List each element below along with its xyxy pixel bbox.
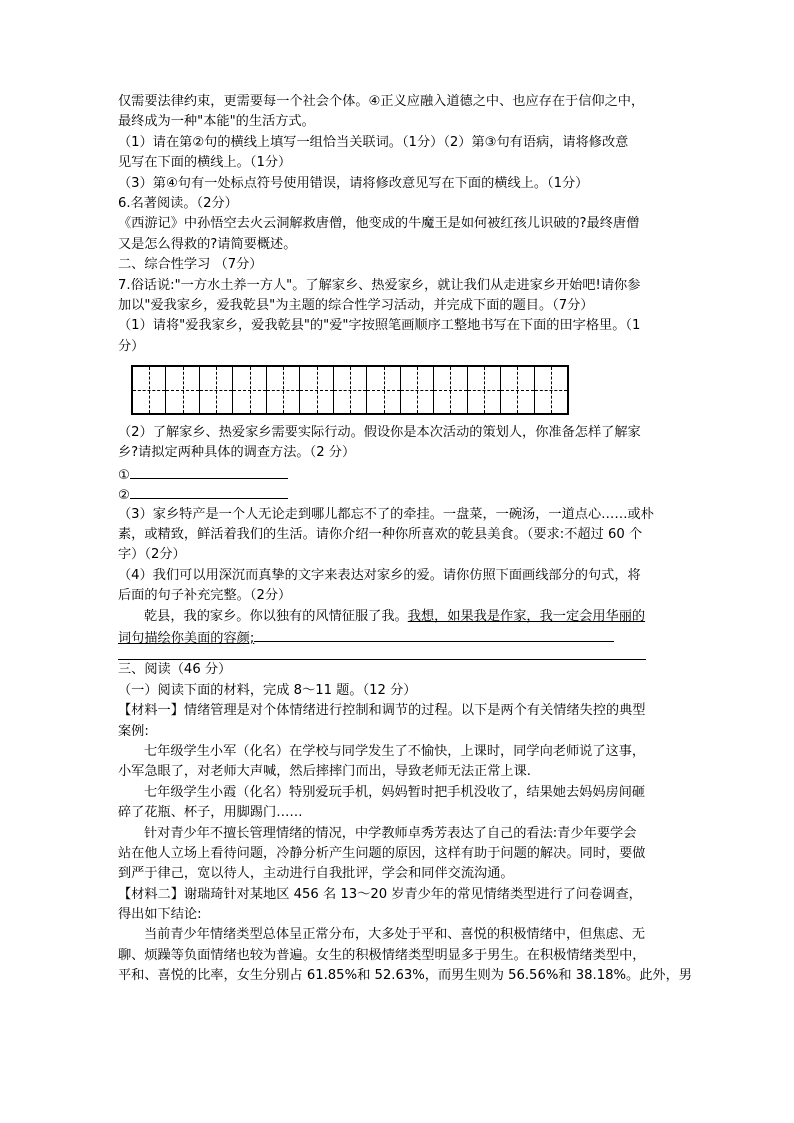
grid-cell[interactable] (300, 367, 333, 413)
grid-cell[interactable] (434, 367, 467, 413)
grid-cell[interactable] (133, 367, 166, 413)
sample-sentence (118, 607, 678, 627)
text-line: 碎了花瓶、杯子，用脚踢门…… (118, 805, 303, 821)
question-7-2: （2）了解家乡、热爱家乡需要实际行动。假设你是本次活动的策划人，你准备怎样了解家 (118, 425, 641, 441)
grid-cell[interactable] (367, 367, 400, 413)
answer-blank[interactable] (130, 484, 288, 499)
question-7-3: （3）家乡特产是一个人无论走到哪儿都忘不了的牵挂。一盘菜，一碗汤，一道点心……或朴 (118, 506, 654, 522)
grid-cell[interactable] (501, 367, 534, 413)
text-line: 案例: (118, 723, 149, 739)
grid-cell[interactable] (468, 367, 501, 413)
question-7-4: （4）我们可以用深沉而真挚的文字来表达对家乡的爱。请你仿照下面画线部分的句式，将 (118, 567, 641, 583)
answer-line-1[interactable] (118, 464, 678, 484)
text-line: 素，或精致，鲜活着我们的生活。请你介绍一种你所喜欢的乾县美食。（要求:不超过 60 个 (118, 527, 643, 543)
text-line: 到严于律己，宽以待人，主动进行自我批评，学会和同伴交流沟通。 (118, 866, 514, 882)
question-7-1: （1）请将"爱我家乡，爱我乾县"的"爱"字按照笔画顺序工整地书写在下面的田字格里。（1 (118, 318, 641, 334)
sample-sentence-underlined: 我想，如果我是作家，我一定会用华丽的 (407, 608, 646, 624)
text-line: 小军急眼了，对老师大声喊，然后摔摔门而出，导致老师无法正常上课. (118, 764, 532, 780)
text-line: 聊、烦躁等负面情绪也较为普遍。女生的积极情绪类型明显多于男生。在积极情绪类型中， (118, 947, 646, 963)
text-line: 加以"爱我家乡，爱我乾县"为主题的综合性学习活动，并完成下面的题目。（7分） (118, 297, 594, 313)
case-1: 七年级学生小军（化名）在学校与同学发生了不愉快，上课时，同学向老师说了这事， (144, 743, 646, 759)
text-line: 平和、喜悦的比率，女生分别占 61.85%和 52.63%，而男生则为 56.56%和 38.18%。此外，男 (118, 968, 692, 984)
teacher-opinion: 针对青少年不擅长管理情绪的情况，中学教师卓秀芳表达了自己的看法:青少年要学会 (144, 825, 637, 841)
grid-cell[interactable] (401, 367, 434, 413)
text-line: 乡?请拟定两种具体的调查方法。（2 分） (118, 445, 356, 461)
text-line: 又是怎么得救的?请简要概述。 (118, 236, 297, 252)
text-line: 后面的句子补充完整。（2分） (118, 588, 292, 604)
answer-line-2[interactable] (118, 484, 678, 504)
answer-blank[interactable] (254, 627, 614, 642)
grid-cell[interactable] (334, 367, 367, 413)
text-line: 最终成为一种"本能"的生活方式。 (118, 114, 315, 130)
sample-sentence-underlined-cont: 词句描绘你美面的容颜; (118, 630, 255, 646)
question-6-body: 《西游记》中孙悟空去火云洞解救唐僧，他变成的牛魔王是如何被红孩儿识破的?最终唐僧 (118, 216, 640, 232)
circled-two: ② (118, 488, 130, 504)
text-line: 见写在下面的横线上。（1分） (118, 155, 292, 171)
reading-1-heading: （一）阅读下面的材料，完成 8～11 题。（12 分） (118, 682, 417, 698)
question-6-title: 6.名著阅读。（2分） (118, 195, 238, 211)
grid-cell[interactable] (535, 367, 567, 413)
grid-cell[interactable] (267, 367, 300, 413)
grid-cell[interactable] (166, 367, 199, 413)
sample-sentence-plain: 乾县，我的家乡。你以独有的风情征服了我。 (144, 608, 408, 624)
circled-one: ① (118, 467, 130, 483)
completion-line[interactable] (118, 627, 678, 647)
material-2-intro: 【材料二】谢瑞琦针对某地区 456 名 13～20 岁青少年的常见情绪类型进行了问卷调查， (118, 886, 642, 902)
answer-blank[interactable] (130, 464, 288, 479)
material-1-intro: 【材料一】情绪管理是对个体情绪进行控制和调节的过程。以下是两个有关情绪失控的典型 (118, 703, 646, 719)
text-line: 分） (118, 338, 145, 354)
section-heading-3: 三、阅读（46 分） (118, 662, 232, 678)
section-heading-2: 二、综合性学习 （7分） (118, 257, 263, 273)
survey-result: 当前青少年情绪类型总体呈正常分布，大多处于平和、喜悦的积极情绪中，但焦虑、无 (144, 927, 646, 943)
question-5-3: （3）第④句有一处标点符号使用错误，请将修改意见写在下面的横线上。（1分） (118, 175, 589, 191)
tianzige-grid[interactable] (131, 365, 569, 415)
question-5-1: （1）请在第②句的横线上填写一组恰当关联词。（1分）（2）第③句有语病，请将修改意 (118, 134, 629, 150)
document-page (118, 92, 692, 987)
question-7-intro: 7.俗话说:"一方水土养一方人"。了解家乡、热爱家乡，就让我们从走进家乡开始吧!请你参 (118, 277, 641, 293)
grid-cell[interactable] (233, 367, 266, 413)
text-line: 得出如下结论: (118, 907, 202, 923)
text-line: 字）（2分） (118, 547, 186, 563)
text-line: 仅需要法律约束，更需要每一个社会个体。④正义应融入道德之中、也应存在于信仰之中， (118, 94, 645, 109)
answer-blank-full[interactable] (118, 647, 646, 660)
text-line: 站在他人立场上看待问题，冷静分析产生问题的原因，这样有助于问题的解决。同时，要做 (118, 845, 646, 861)
grid-cell[interactable] (200, 367, 233, 413)
case-2: 七年级学生小霞（化名）特别爱玩手机，妈妈暂时把手机没收了，结果她去妈妈房间砸 (144, 784, 646, 800)
